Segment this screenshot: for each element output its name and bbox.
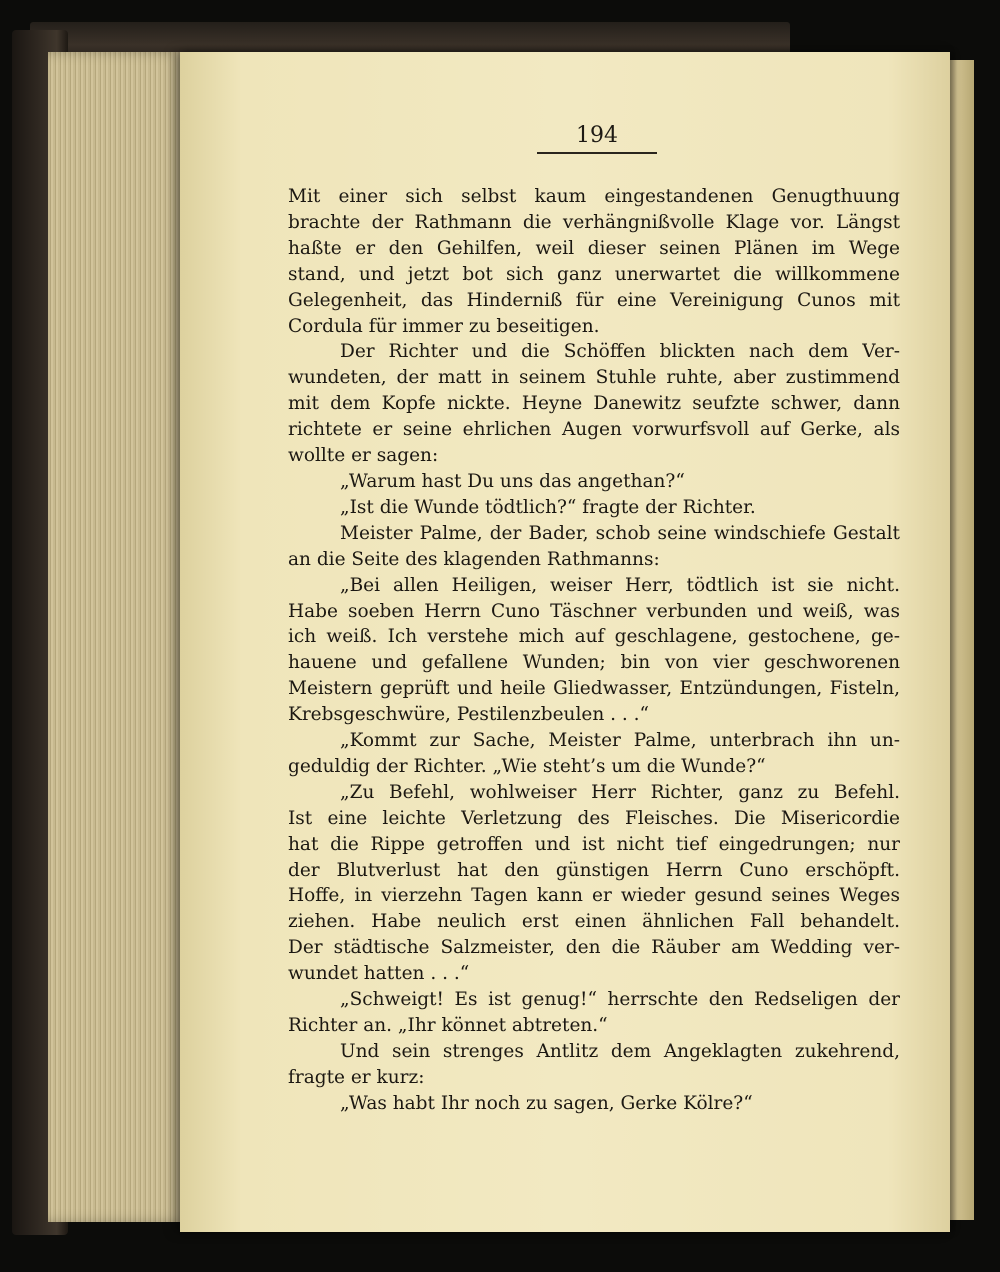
text-line: Meistern geprüft und heile Gliedwasser, Entzündungen, Fisteln, [288, 678, 900, 700]
text-line: ich weiß. Ich verstehe mich auf geschlagene, gestochene, ge- [288, 626, 900, 648]
text-line: Und sein strenges Antlitz dem Angeklagten zukehrend, [340, 1040, 900, 1062]
text-line: „Kommt zur Sache, Meister Palme, unterbrach ihn un- [340, 730, 900, 752]
text-line: hauene und gefallene Wunden; bin von vier geschworenen [288, 652, 900, 674]
text-line: fragte er kurz: [288, 1066, 425, 1088]
text-line: wundet hatten . . .“ [288, 963, 470, 985]
text-line: Der Richter und die Schöffen blickten nach dem Ver- [340, 341, 900, 363]
text-line: Gelegenheit, das Hinderniß für eine Vereinigung Cunos mit [288, 289, 900, 311]
text-line: hat die Rippe getroffen und ist nicht tief eingedrungen; nur [288, 833, 900, 855]
text-line: „Was habt Ihr noch zu sagen, Gerke Kölre?“ [340, 1092, 753, 1114]
text-line: Ist eine leichte Verletzung des Fleisches. Die Misericordie [288, 807, 900, 829]
header-rule [537, 152, 657, 154]
page-edges [48, 52, 188, 1222]
text-line: „Zu Befehl, wohlweiser Herr Richter, ganz zu Befehl. [340, 781, 900, 803]
text-line: Cordula für immer zu beseitigen. [288, 315, 600, 337]
text-line: „Ist die Wunde tödtlich?“ fragte der Richter. [340, 496, 756, 518]
text-line: brachte der Rathmann die verhängnißvolle Klage vor. Längst [288, 211, 900, 233]
text-line: Mit einer sich selbst kaum eingestandenen Genugthuung [288, 186, 900, 207]
text-line: wollte er sagen: [288, 445, 439, 467]
next-page-edge [946, 60, 974, 1220]
text-line: mit dem Kopfe nickte. Heyne Danewitz seufzte schwer, dann [288, 393, 900, 415]
text-line: geduldig der Richter. „Wie steht’s um die Wunde?“ [288, 755, 766, 777]
text-line: Meister Palme, der Bader, schob seine windschiefe Gestalt [340, 522, 900, 544]
book-page [180, 52, 950, 1232]
text-line: stand, und jetzt bot sich ganz unerwartet die willkommene [288, 263, 900, 285]
text-line: Habe soeben Herrn Cuno Täschner verbunden und weiß, was [288, 600, 900, 622]
text-line: Richter an. „Ihr könnet abtreten.“ [288, 1015, 608, 1036]
text-line: an die Seite des klagenden Rathmanns: [288, 548, 660, 570]
text-line: „Warum hast Du uns das angethan?“ [340, 470, 685, 492]
text-line: ziehen. Habe neulich erst einen ähnlichen Fall behandelt. [288, 911, 900, 933]
text-line: Der städtische Salzmeister, den die Räuber am Wedding ver- [288, 937, 900, 959]
text-line: „Schweigt! Es ist genug!“ herrschte den Redseligen der [340, 989, 900, 1011]
text-line: richtete er seine ehrlichen Augen vorwurfsvoll auf Gerke, als [288, 419, 900, 441]
text-line: haßte er den Gehilfen, weil dieser seinen Plänen im Wege [288, 237, 900, 259]
text-line: wundeten, der matt in seinem Stuhle ruhte, aber zustimmend [288, 367, 900, 389]
text-line: „Bei allen Heiligen, weiser Herr, tödtlich ist sie nicht. [340, 574, 900, 596]
body-text [288, 184, 900, 1117]
page-header [537, 122, 657, 154]
text-line: Hoffe, in vierzehn Tagen kann er wieder gesund seines Weges [288, 885, 900, 907]
text-line: Krebsgeschwüre, Pestilenzbeulen . . .“ [288, 704, 649, 726]
page-number: 194 [576, 123, 618, 148]
text-line: der Blutverlust hat den günstigen Herrn Cuno erschöpft. [288, 859, 900, 881]
